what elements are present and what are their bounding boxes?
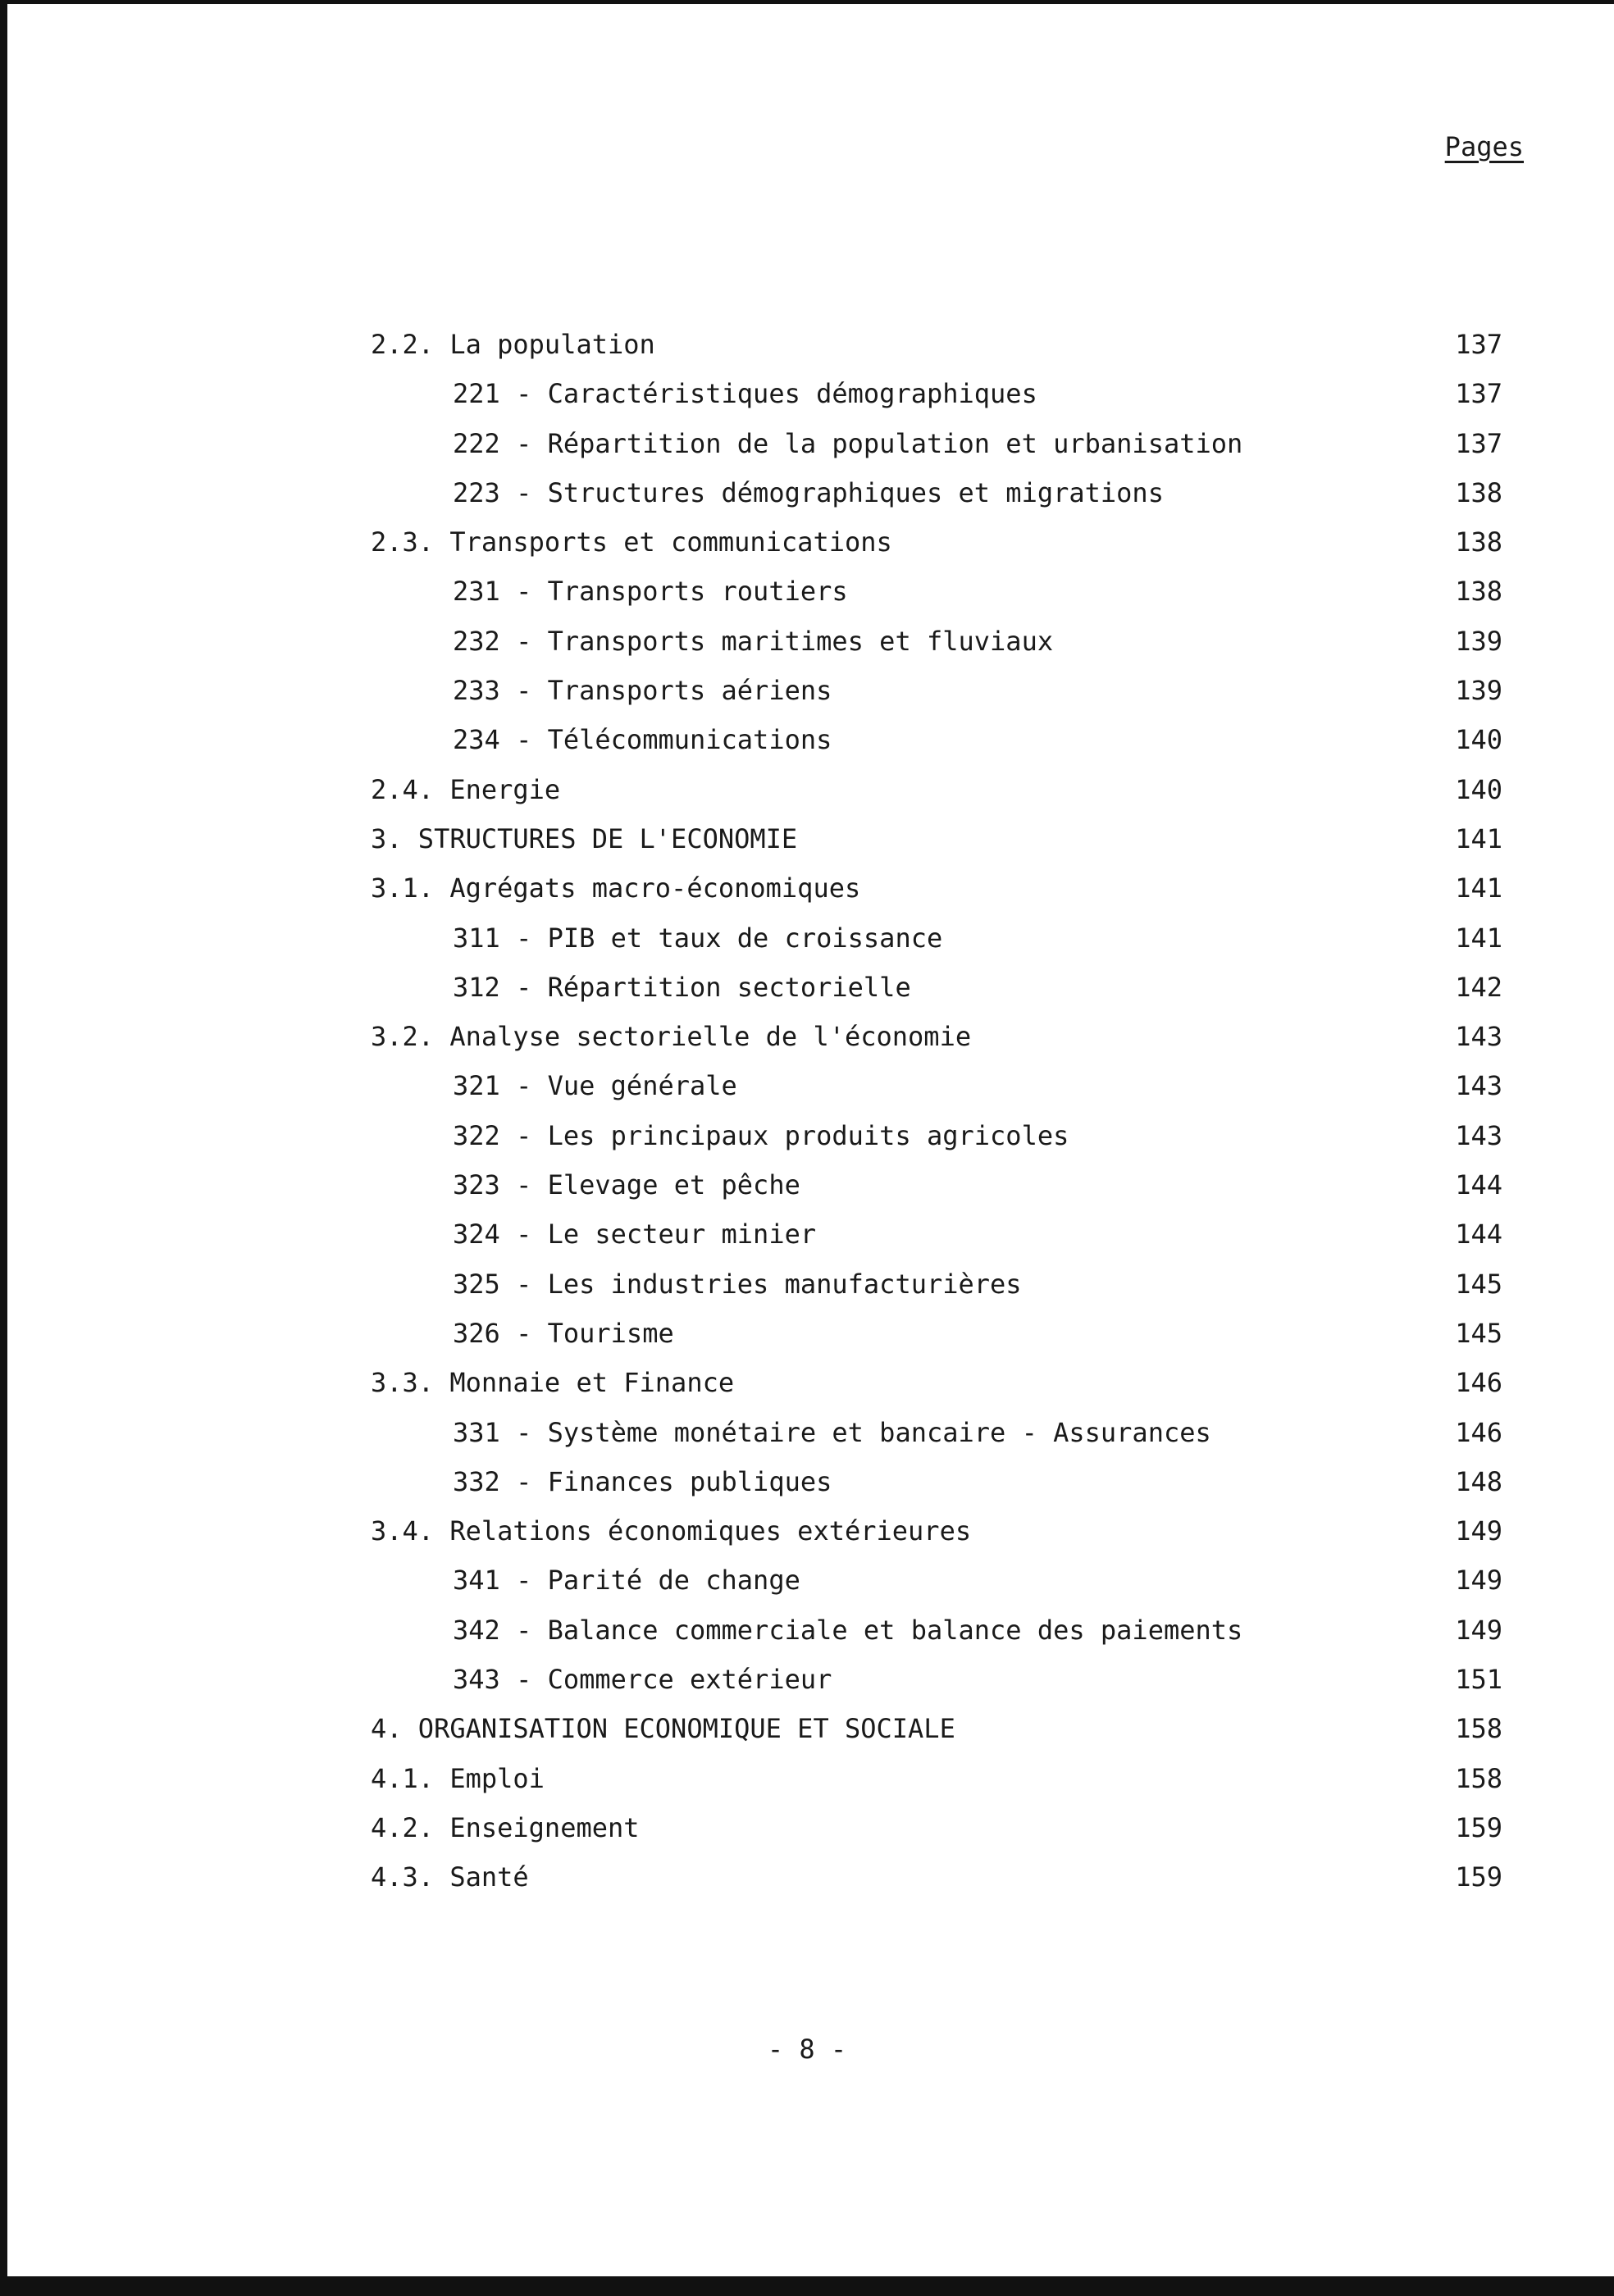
toc-entry-page: 139: [1455, 625, 1502, 657]
scan-edge-bottom: [0, 2276, 1614, 2296]
toc-entry-page: 143: [1455, 1119, 1502, 1151]
toc-entry: [371, 1556, 1502, 1605]
toc-entry-page: 144: [1455, 1219, 1502, 1250]
toc-entry-title: 232 - Transports maritimes et fluviaux: [453, 625, 1054, 657]
toc-entry-page: 149: [1455, 1515, 1502, 1547]
toc-entry-page: 137: [1455, 427, 1502, 459]
toc-entry-title: 3.4. Relations économiques extérieures: [371, 1515, 972, 1547]
toc-entry: [371, 1210, 1502, 1259]
toc-entry-title: 231 - Transports routiers: [453, 576, 848, 608]
toc-entry-page: 151: [1455, 1664, 1502, 1696]
toc-entry-page: 140: [1455, 724, 1502, 756]
toc-entry-page: 146: [1455, 1416, 1502, 1448]
toc-entry: [371, 1606, 1502, 1655]
toc-entry-title: 234 - Télécommunications: [453, 724, 832, 756]
toc-entry-title: 312 - Répartition sectorielle: [453, 971, 911, 1003]
toc-entry-page: 141: [1455, 822, 1502, 854]
scan-edge-top: [0, 0, 1614, 4]
table-of-contents: [371, 320, 1502, 1902]
toc-entry: [371, 567, 1502, 616]
toc-entry-page: 138: [1455, 526, 1502, 558]
toc-entry-title: 3.2. Analyse sectorielle de l'économie: [371, 1021, 972, 1053]
toc-entry-page: 137: [1455, 378, 1502, 410]
scan-edge-left: [0, 0, 7, 2296]
toc-entry-title: 2.2. La population: [371, 329, 655, 360]
toc-entry-page: 158: [1455, 1762, 1502, 1794]
toc-entry-page: 149: [1455, 1565, 1502, 1597]
toc-entry-page: 144: [1455, 1169, 1502, 1201]
toc-entry: [371, 1408, 1502, 1457]
toc-entry: [371, 1358, 1502, 1407]
toc-entry: [371, 1111, 1502, 1160]
toc-entry-page: 146: [1455, 1367, 1502, 1399]
toc-entry-title: 2.4. Energie: [371, 773, 561, 805]
toc-entry-page: 148: [1455, 1465, 1502, 1497]
toc-entry-title: 3.1. Agrégats macro-économiques: [371, 872, 861, 904]
toc-entry-title: 324 - Le secteur minier: [453, 1219, 817, 1250]
toc-entry: [371, 517, 1502, 567]
toc-entry-page: 142: [1455, 971, 1502, 1003]
toc-entry: [371, 1260, 1502, 1309]
toc-entry-page: 159: [1455, 1811, 1502, 1843]
toc-entry-title: 4.3. Santé: [371, 1861, 529, 1893]
toc-entry: [371, 765, 1502, 814]
toc-entry-title: 326 - Tourisme: [453, 1317, 674, 1349]
toc-entry: [371, 1754, 1502, 1803]
toc-entry-title: 343 - Commerce extérieur: [453, 1664, 832, 1696]
toc-entry-title: 332 - Finances publiques: [453, 1465, 832, 1497]
toc-entry: [371, 715, 1502, 764]
toc-entry-title: 222 - Répartition de la population et urbanisation: [453, 427, 1243, 459]
toc-entry: [371, 1704, 1502, 1753]
toc-entry-title: 2.3. Transports et communications: [371, 526, 892, 558]
toc-entry-title: 322 - Les principaux produits agricoles: [453, 1119, 1069, 1151]
toc-entry: [371, 419, 1502, 468]
toc-entry-page: 143: [1455, 1070, 1502, 1102]
toc-entry-page: 149: [1455, 1614, 1502, 1646]
toc-entry-page: 137: [1455, 329, 1502, 360]
toc-entry: [371, 1852, 1502, 1902]
toc-entry: [371, 1506, 1502, 1556]
toc-entry-title: 341 - Parité de change: [453, 1565, 800, 1597]
toc-entry-title: 325 - Les industries manufacturières: [453, 1268, 1022, 1300]
toc-entry-title: 342 - Balance commerciale et balance des paiements: [453, 1614, 1243, 1646]
toc-entry-title: 4. ORGANISATION ECONOMIQUE ET SOCIALE: [371, 1713, 955, 1745]
page-number: - 8 -: [767, 2034, 847, 2065]
toc-entry: [371, 1160, 1502, 1210]
toc-entry-title: 223 - Structures démographiques et migrations: [453, 476, 1164, 508]
toc-entry-page: 140: [1455, 773, 1502, 805]
toc-entry-page: 139: [1455, 675, 1502, 707]
toc-entry: [371, 666, 1502, 715]
toc-entry-page: 138: [1455, 576, 1502, 608]
toc-entry: [371, 468, 1502, 517]
toc-entry-page: 141: [1455, 922, 1502, 954]
toc-entry: [371, 1012, 1502, 1061]
toc-entry-page: 143: [1455, 1021, 1502, 1053]
toc-entry-title: 311 - PIB et taux de croissance: [453, 922, 943, 954]
toc-entry-title: 4.2. Enseignement: [371, 1811, 640, 1843]
toc-entry-title: 321 - Vue générale: [453, 1070, 737, 1102]
toc-entry-page: 141: [1455, 872, 1502, 904]
toc-entry-page: 159: [1455, 1861, 1502, 1893]
toc-entry-title: 233 - Transports aériens: [453, 675, 832, 707]
toc-entry-title: 3. STRUCTURES DE L'ECONOMIE: [371, 822, 798, 854]
toc-entry: [371, 1803, 1502, 1852]
toc-entry: [371, 369, 1502, 418]
toc-entry: [371, 963, 1502, 1012]
pages-column-header: Pages: [1444, 131, 1524, 162]
toc-entry-page: 145: [1455, 1317, 1502, 1349]
toc-entry: [371, 617, 1502, 666]
toc-entry: [371, 814, 1502, 863]
toc-entry: [371, 320, 1502, 369]
toc-entry-title: 4.1. Emploi: [371, 1762, 545, 1794]
toc-entry: [371, 863, 1502, 913]
toc-entry-page: 145: [1455, 1268, 1502, 1300]
toc-entry-title: 221 - Caractéristiques démographiques: [453, 378, 1037, 410]
toc-entry-page: 158: [1455, 1713, 1502, 1745]
toc-entry: [371, 1457, 1502, 1506]
toc-entry-title: 331 - Système monétaire et bancaire - Assurances: [453, 1416, 1211, 1448]
toc-entry-title: 323 - Elevage et pêche: [453, 1169, 800, 1201]
toc-entry: [371, 1061, 1502, 1110]
toc-entry: [371, 1655, 1502, 1704]
toc-entry: [371, 913, 1502, 963]
toc-entry: [371, 1309, 1502, 1358]
toc-entry-title: 3.3. Monnaie et Finance: [371, 1367, 735, 1399]
toc-entry-page: 138: [1455, 476, 1502, 508]
